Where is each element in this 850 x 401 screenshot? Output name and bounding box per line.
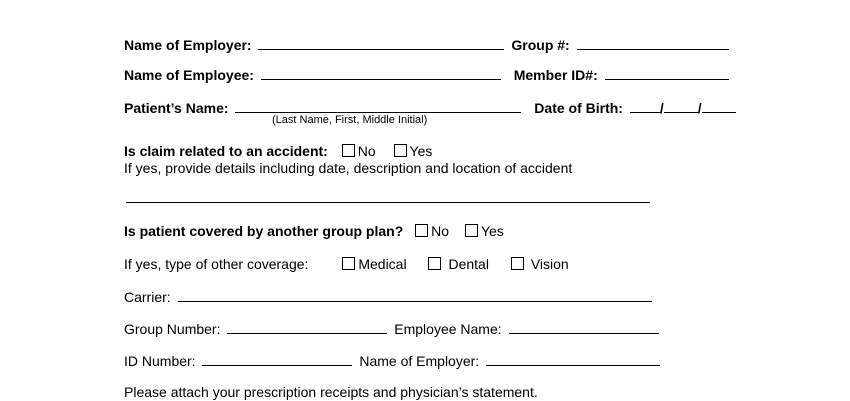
patient-name-field[interactable] <box>235 99 521 113</box>
carrier-field[interactable] <box>178 288 652 302</box>
accident-details-text: If yes, provide details including date, description and location of accident <box>124 160 573 176</box>
dob-label: Date of Birth: <box>534 100 623 116</box>
carrier-label: Carrier: <box>124 289 171 305</box>
accident-no-label: No <box>357 143 376 159</box>
dob-separator: / <box>659 100 664 116</box>
vision-label: Vision <box>530 256 569 272</box>
id-number-label: ID Number: <box>124 353 196 369</box>
carrier-row <box>124 288 655 306</box>
medical-checkbox[interactable] <box>342 257 355 270</box>
group-number-field[interactable] <box>577 36 729 50</box>
coverage-row <box>124 256 569 273</box>
other-plan-no-label: No <box>431 223 450 239</box>
member-id-field[interactable] <box>605 66 729 80</box>
dental-label: Dental <box>448 256 489 272</box>
group-number-label: Group #: <box>511 37 570 53</box>
dob-year-field[interactable] <box>702 99 736 113</box>
dob-day-field[interactable] <box>664 99 698 113</box>
other-employer-label: Name of Employer: <box>359 353 480 369</box>
accident-question: Is claim related to an accident: <box>124 143 328 159</box>
employer-row <box>124 36 732 54</box>
vision-checkbox[interactable] <box>511 257 524 270</box>
employee-label: Name of Employee: <box>124 67 254 83</box>
patient-name-label: Patient’s Name: <box>124 100 229 116</box>
dental-checkbox[interactable] <box>428 257 441 270</box>
accident-row <box>124 143 432 160</box>
other-plan-yes-label: Yes <box>480 223 504 239</box>
accident-yes-label: Yes <box>409 143 433 159</box>
patient-name-hint: (Last Name, First, Middle Initial) <box>272 114 428 126</box>
footer-note: Please attach your prescription receipts and physician’s statement. <box>124 384 538 400</box>
employer-label: Name of Employer: <box>124 37 252 53</box>
employee-name-label: Employee Name: <box>394 321 502 337</box>
dob-month-field[interactable] <box>630 99 660 113</box>
group-employee-row <box>124 320 662 338</box>
group-number-field-2[interactable] <box>227 320 387 334</box>
id-number-field[interactable] <box>202 352 352 366</box>
other-plan-question: Is patient covered by another group plan? <box>124 223 404 239</box>
employer-field[interactable] <box>258 36 504 50</box>
other-plan-row <box>124 223 504 240</box>
accident-yes-checkbox[interactable] <box>394 144 407 157</box>
medical-label: Medical <box>358 256 407 272</box>
employee-field[interactable] <box>261 66 501 80</box>
employee-row <box>124 66 732 84</box>
id-employer-row <box>124 352 663 370</box>
other-plan-yes-checkbox[interactable] <box>465 224 478 237</box>
employee-name-field[interactable] <box>509 320 659 334</box>
other-plan-no-checkbox[interactable] <box>415 224 428 237</box>
group-number-label-2: Group Number: <box>124 321 221 337</box>
accident-no-checkbox[interactable] <box>342 144 355 157</box>
accident-details-field[interactable] <box>126 202 650 203</box>
dob-separator: / <box>697 100 702 116</box>
patient-row <box>124 99 736 117</box>
coverage-label: If yes, type of other coverage: <box>124 256 309 272</box>
other-employer-field[interactable] <box>486 352 660 366</box>
member-id-label: Member ID#: <box>513 67 598 83</box>
